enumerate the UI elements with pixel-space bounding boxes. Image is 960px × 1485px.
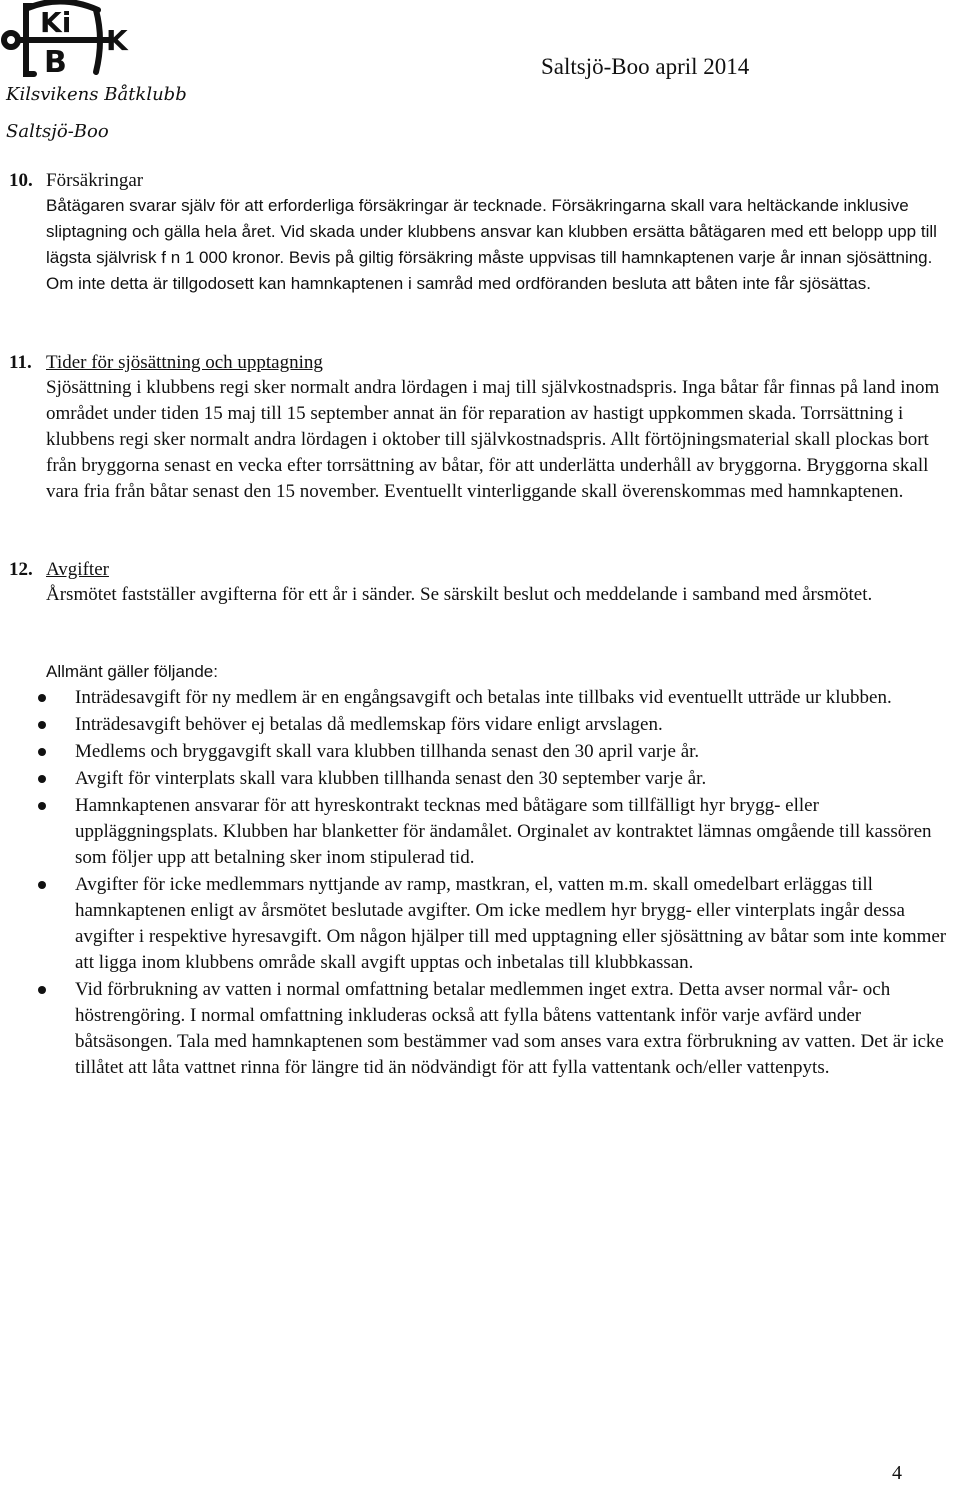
list-item (0, 739, 950, 765)
fees-bullet-list (0, 685, 960, 1082)
list-item-text: Avgifter för icke medlemmars nyttjande av ramp, mastkran, el, vatten m.m. skall omedelbart erläggas till hamnkaptenen enligt av årsmötet beslutade avgifter. Om icke medlem hyr brygg- eller vinterplats ingår dessa avgifter i respektive hyresavgift. Om någon hjälper till med upptagning eller sjösättning av båtar som inte kommer att ligga inom klubbens område skall avgift upptas och inbetalas till klubbkassan. (75, 874, 947, 973)
bullet-icon (38, 775, 46, 783)
list-item (0, 712, 950, 738)
svg-text:K: K (106, 24, 128, 57)
list-item-text: Medlems och bryggavgift skall vara klubben tillhanda senast den 30 april varje år. (75, 741, 700, 762)
svg-text:B: B (44, 45, 67, 80)
list-item-text: Inträdesavgift för ny medlem är en engångsavgift och betalas inte tillbaks vid eventuellt utträde ur klubben. (75, 687, 892, 708)
club-name: Kilsvikens Båtklubb (6, 84, 187, 105)
section-10-title: Försäkringar (46, 170, 144, 191)
list-item-text: Hamnkaptenen ansvarar för att hyreskontrakt tecknas med båtägare som tillfälligt hyr brygg- eller uppläggningsplats. Klubben har blanketter för ändamålet. Orginalet av kontraktet lämnas omgående till kassören som följer upp att betalning sker inom stipulerad tid. (75, 795, 932, 868)
list-item-text: Inträdesavgift behöver ej betalas då medlemskap förs vidare enligt arvslagen. (75, 714, 663, 735)
section-12-number: 12. (9, 559, 33, 580)
bullet-icon (38, 802, 46, 810)
club-logo (0, 0, 140, 80)
list-item (0, 766, 950, 792)
section-12-paragraph: Årsmötet fastställer avgifterna för ett år i sänder. Se särskilt beslut och meddelande i samband med årsmötet. (46, 584, 873, 605)
section-11-title: Tider för sjösättning och upptagning (46, 352, 323, 373)
list-item (0, 977, 950, 1081)
section-10-number: 10. (9, 170, 33, 191)
list-item-text: Avgift för vinterplats skall vara klubben tillhanda senast den 30 september varje år. (75, 768, 707, 789)
section-12-title: Avgifter (46, 559, 109, 580)
anchor-logo-icon (0, 0, 140, 80)
bullet-icon (38, 986, 46, 994)
list-item (0, 793, 950, 871)
bullet-icon (38, 721, 46, 729)
fees-intro: Allmänt gäller följande: (46, 662, 218, 681)
list-item (0, 685, 950, 711)
club-city: Saltsjö-Boo (6, 121, 109, 142)
bullet-icon (38, 881, 46, 889)
bullet-icon (38, 748, 46, 756)
list-item-text: Vid förbrukning av vatten i normal omfattning betalar medlemmen inget extra. Detta avser normal vår- och höstrengöring. I normal omfattning inkluderas också att fylla båtens vattentank inför varje avfärd under båtsäsongen. Tala med hamnkaptenen som bestämmer vad som anses vara extra förbrukning av vatten. Det är icke tillåtet att låta vattnet rinna för längre tid än nödvändigt för att fylla vattentank och/eller vattenpyts. (75, 979, 944, 1078)
list-item (0, 872, 950, 976)
svg-text:Ki: Ki (40, 6, 72, 39)
section-11-paragraph: Sjösättning i klubbens regi sker normalt andra lördagen i maj till självkostnadspris. Inga båtar får finnas på land inom området under tiden 15 maj till 15 september annat än för reparation av hastigt uppkommen skada. Torrsättning i klubbens regi sker normalt andra lördagen i oktober till självkostnadspris. Allt förtöjningsmaterial skall plockas bort från bryggorna senast en vecka efter torrsättning av båtar, för att underlätta underhåll av bryggorna. Bryggorna skall vara fria från båtar senast den 15 november. Eventuellt vinterliggande skall överenskommas med hamnkaptenen. (46, 377, 940, 502)
document-date: Saltsjö-Boo april 2014 (541, 54, 750, 79)
section-10-paragraph: Båtägaren svarar själv för att erforderliga försäkringar är tecknade. Försäkringarna skall vara heltäckande inklusive sliptagning och gälla hela året. Vid skada under klubbens ansvar kan klubben ersätta båtägaren med ett belopp upp till lägsta självrisk f n 1 000 kronor. Bevis på giltig försäkring måste uppvisas till hamnkaptenen varje år innan sjösättning. Om inte detta är tillgodosett kan hamnkaptenen i samråd med ordföranden besluta att båten inte får sjösättas. (46, 196, 937, 293)
section-11-number: 11. (9, 352, 32, 373)
bullet-icon (38, 694, 46, 702)
page-number: 4 (892, 1462, 902, 1484)
